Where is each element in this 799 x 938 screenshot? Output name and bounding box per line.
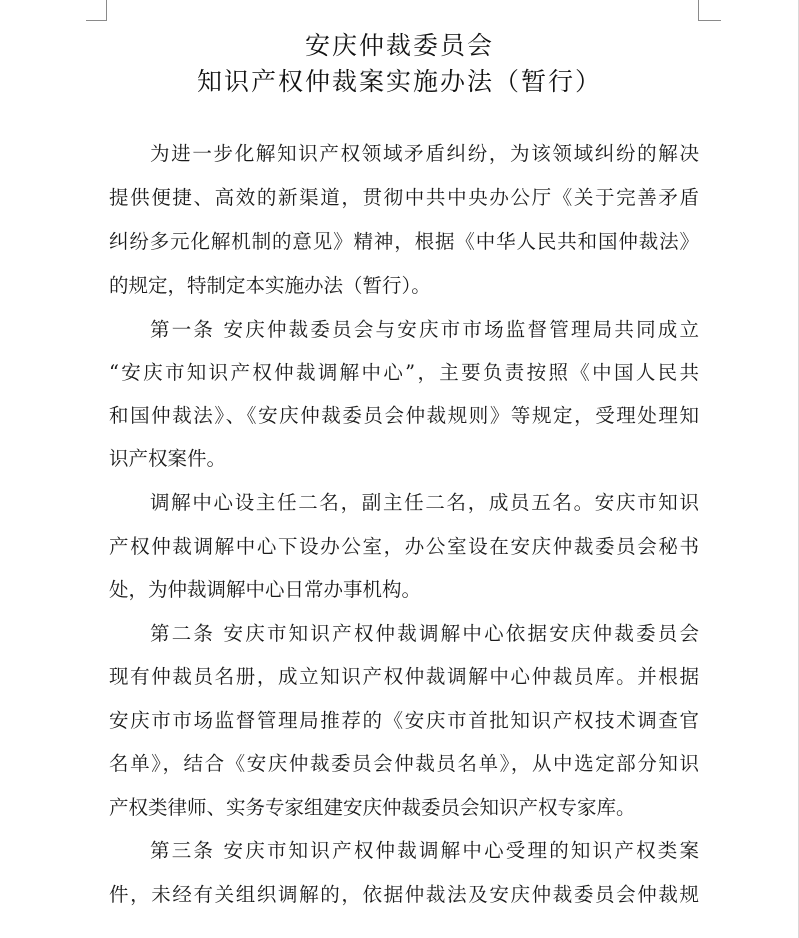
paragraph-line: 处，为仲裁调解中心日常办事机构。 — [109, 578, 422, 601]
paragraph-line: 为进一步化解知识产权领域矛盾纠纷，为该领域纠纷的解决 — [150, 142, 699, 165]
paragraph-line: 名单》，结合《安庆仲裁委员会仲裁员名单》，从中选定部分知识 — [109, 752, 699, 775]
paragraph-line: 产权类律师、实务专家组建安庆仲裁委员会知识产权专家库。 — [109, 796, 636, 819]
paragraph-line: 第二条 安庆市知识产权仲裁调解中心依据安庆仲裁委员会 — [150, 622, 699, 645]
paragraph-line: 第一条 安庆仲裁委员会与安庆市市场监督管理局共同成立 — [150, 318, 699, 341]
paragraph-line: 和国仲裁法》、《安庆仲裁委员会仲裁规则》等规定，受理处理知 — [109, 404, 699, 427]
paragraph-line: 的规定，特制定本实施办法（暂行）。 — [109, 274, 431, 297]
paragraph-line: 产权仲裁调解中心下设办公室，办公室设在安庆仲裁委员会秘书 — [109, 535, 699, 558]
paragraph-line: “安庆市知识产权仲裁调解中心”，主要负责按照《中国人民共 — [109, 361, 699, 384]
paragraph-line: 提供便捷、高效的新渠道，贯彻中共中央办公厅《关于完善矛盾 — [109, 186, 699, 209]
paragraph-line: 现有仲裁员名册，成立知识产权仲裁调解中心仲裁员库。并根据 — [109, 665, 699, 688]
paragraph-line: 安庆市市场监督管理局推荐的《安庆市首批知识产权技术调查官 — [109, 709, 699, 732]
paragraph-line: 件，未经有关组织调解的，依据仲裁法及安庆仲裁委员会仲裁规 — [109, 883, 699, 906]
paragraph-line: 识产权案件。 — [109, 447, 227, 470]
crop-mark-top-right — [698, 0, 721, 21]
crop-mark-top-left — [86, 0, 107, 21]
paragraph-line: 纠纷多元化解机制的意见》精神，根据《中华人民共和国仲裁法》 — [109, 230, 699, 253]
paragraph-line: 第三条 安庆市知识产权仲裁调解中心受理的知识产权类案 — [150, 839, 699, 862]
document-title-line-2: 知识产权仲裁案实施办法（暂行） — [196, 67, 602, 96]
paragraph-line: 调解中心设主任二名，副主任二名，成员五名。安庆市知识 — [150, 491, 699, 514]
document-title-line-1: 安庆仲裁委员会 — [304, 31, 494, 60]
